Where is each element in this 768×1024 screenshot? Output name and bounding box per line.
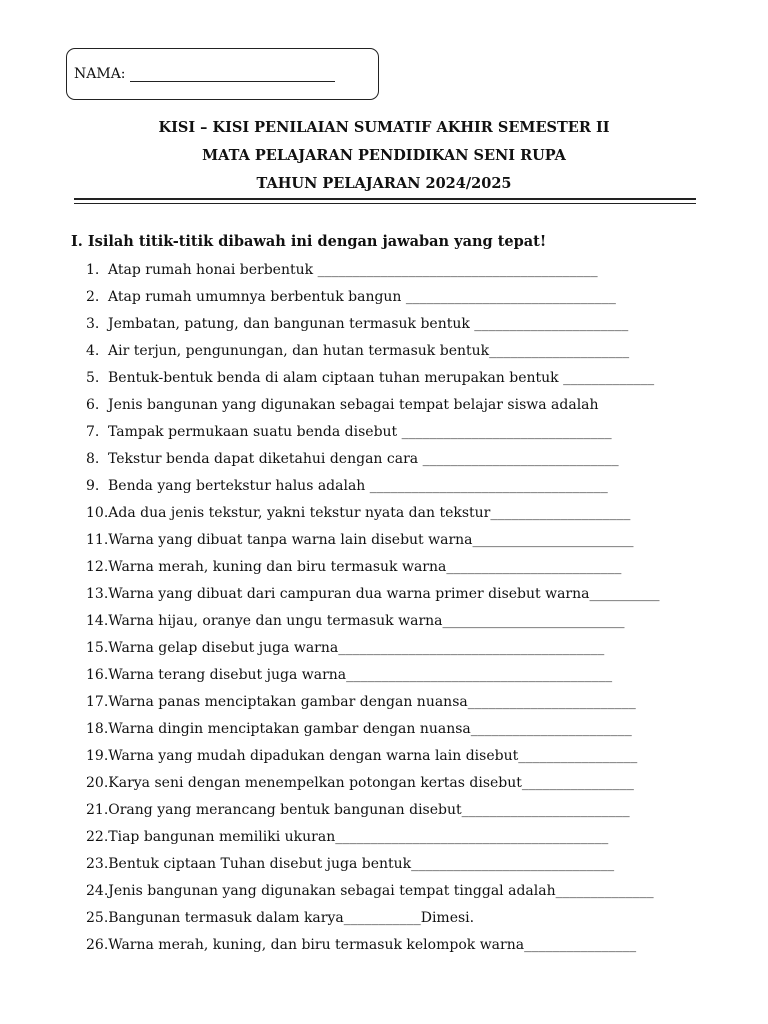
question-item xyxy=(86,851,660,878)
question-text: Orang yang merancang bentuk bangunan disebut________________________ xyxy=(108,802,630,818)
question-item xyxy=(86,257,660,284)
question-item xyxy=(86,635,660,662)
name-label: NAMA: xyxy=(74,66,126,82)
question-number: 24. xyxy=(86,883,109,899)
document-headings xyxy=(0,114,768,198)
question-item xyxy=(86,662,660,689)
question-number: 9. xyxy=(86,478,100,494)
question-item xyxy=(86,365,660,392)
question-item xyxy=(86,932,660,959)
question-number: 17. xyxy=(86,694,109,710)
question-number: 8. xyxy=(86,451,100,467)
question-item xyxy=(86,797,660,824)
question-text: Warna merah, kuning, dan biru termasuk kelompok warna________________ xyxy=(108,937,637,953)
question-item xyxy=(86,716,660,743)
question-text: Atap rumah umumnya berbentuk bangun ______________________________ xyxy=(108,289,616,305)
question-item xyxy=(86,284,660,311)
question-item xyxy=(86,689,660,716)
question-text: Bentuk-bentuk benda di alam ciptaan tuhan merupakan bentuk _____________ xyxy=(108,370,655,386)
question-number: 22. xyxy=(86,829,109,845)
question-item xyxy=(86,608,660,635)
divider-rule-thin xyxy=(74,203,696,204)
question-item xyxy=(86,473,660,500)
question-number: 4. xyxy=(86,343,100,359)
question-text: Jenis bangunan yang digunakan sebagai tempat tinggal adalah______________ xyxy=(108,883,654,899)
heading-subject: MATA PELAJARAN PENDIDIKAN SENI RUPA xyxy=(202,147,566,164)
question-number: 25. xyxy=(86,910,109,926)
question-number: 20. xyxy=(86,775,109,791)
question-text: Tampak permukaan suatu benda disebut ______________________________ xyxy=(108,424,612,440)
question-number: 15. xyxy=(86,640,109,656)
question-item xyxy=(86,500,660,527)
heading-year: TAHUN PELAJARAN 2024/2025 xyxy=(256,175,512,192)
question-item xyxy=(86,905,660,932)
question-text: Warna terang disebut juga warna______________________________________ xyxy=(108,667,613,683)
section-title: I. Isilah titik-titik dibawah ini dengan jawaban yang tepat! xyxy=(71,233,547,250)
question-number: 10. xyxy=(86,505,109,521)
question-text: Air terjun, pengunungan, dan hutan termasuk bentuk____________________ xyxy=(108,343,630,359)
question-number: 12. xyxy=(86,559,109,575)
question-text: Bangunan termasuk dalam karya___________Dimesi. xyxy=(108,910,475,926)
question-item xyxy=(86,392,660,419)
name-box xyxy=(66,48,379,100)
question-number: 18. xyxy=(86,721,109,737)
question-text: Warna yang dibuat dari campuran dua warna primer disebut warna__________ xyxy=(108,586,660,602)
question-item xyxy=(86,419,660,446)
question-text: Warna panas menciptakan gambar dengan nuansa________________________ xyxy=(108,694,636,710)
question-item xyxy=(86,581,660,608)
question-number: 13. xyxy=(86,586,109,602)
divider-rule-thick xyxy=(74,198,696,200)
question-item xyxy=(86,743,660,770)
question-list xyxy=(86,257,660,959)
question-text: Tekstur benda dapat diketahui dengan cara ____________________________ xyxy=(108,451,619,467)
question-number: 21. xyxy=(86,802,109,818)
question-text: Warna yang mudah dipadukan dengan warna lain disebut_________________ xyxy=(108,748,638,764)
question-number: 23. xyxy=(86,856,109,872)
question-text: Warna gelap disebut juga warna______________________________________ xyxy=(108,640,605,656)
question-item xyxy=(86,446,660,473)
question-item xyxy=(86,878,660,905)
question-item xyxy=(86,824,660,851)
question-number: 2. xyxy=(86,289,100,305)
question-item xyxy=(86,311,660,338)
question-number: 26. xyxy=(86,937,109,953)
question-item xyxy=(86,527,660,554)
question-text: Warna yang dibuat tanpa warna lain disebut warna_______________________ xyxy=(108,532,634,548)
question-item xyxy=(86,338,660,365)
question-item xyxy=(86,770,660,797)
question-text: Jenis bangunan yang digunakan sebagai tempat belajar siswa adalah xyxy=(108,397,599,413)
question-text: Jembatan, patung, dan bangunan termasuk bentuk ______________________ xyxy=(108,316,629,332)
name-answer-line[interactable] xyxy=(130,67,335,82)
question-text: Karya seni dengan menempelkan potongan kertas disebut________________ xyxy=(108,775,634,791)
question-text: Warna merah, kuning dan biru termasuk warna_________________________ xyxy=(108,559,622,575)
question-number: 11. xyxy=(86,532,109,548)
question-number: 5. xyxy=(86,370,100,386)
question-text: Bentuk ciptaan Tuhan disebut juga bentuk_____________________________ xyxy=(108,856,615,872)
question-text: Ada dua jenis tekstur, yakni tekstur nyata dan tekstur____________________ xyxy=(108,505,631,521)
question-number: 19. xyxy=(86,748,109,764)
question-number: 16. xyxy=(86,667,109,683)
question-text: Atap rumah honai berbentuk ________________________________________ xyxy=(108,262,598,278)
question-number: 14. xyxy=(86,613,109,629)
question-item xyxy=(86,554,660,581)
question-text: Warna dingin menciptakan gambar dengan nuansa_______________________ xyxy=(108,721,632,737)
question-number: 6. xyxy=(86,397,100,413)
question-number: 7. xyxy=(86,424,100,440)
heading-title: KISI – KISI PENILAIAN SUMATIF AKHIR SEMESTER II xyxy=(158,119,610,136)
question-number: 3. xyxy=(86,316,100,332)
question-text: Tiap bangunan memiliki ukuran_______________________________________ xyxy=(108,829,609,845)
question-text: Warna hijau, oranye dan ungu termasuk warna__________________________ xyxy=(108,613,625,629)
question-text: Benda yang bertekstur halus adalah __________________________________ xyxy=(108,478,608,494)
question-number: 1. xyxy=(86,262,100,278)
